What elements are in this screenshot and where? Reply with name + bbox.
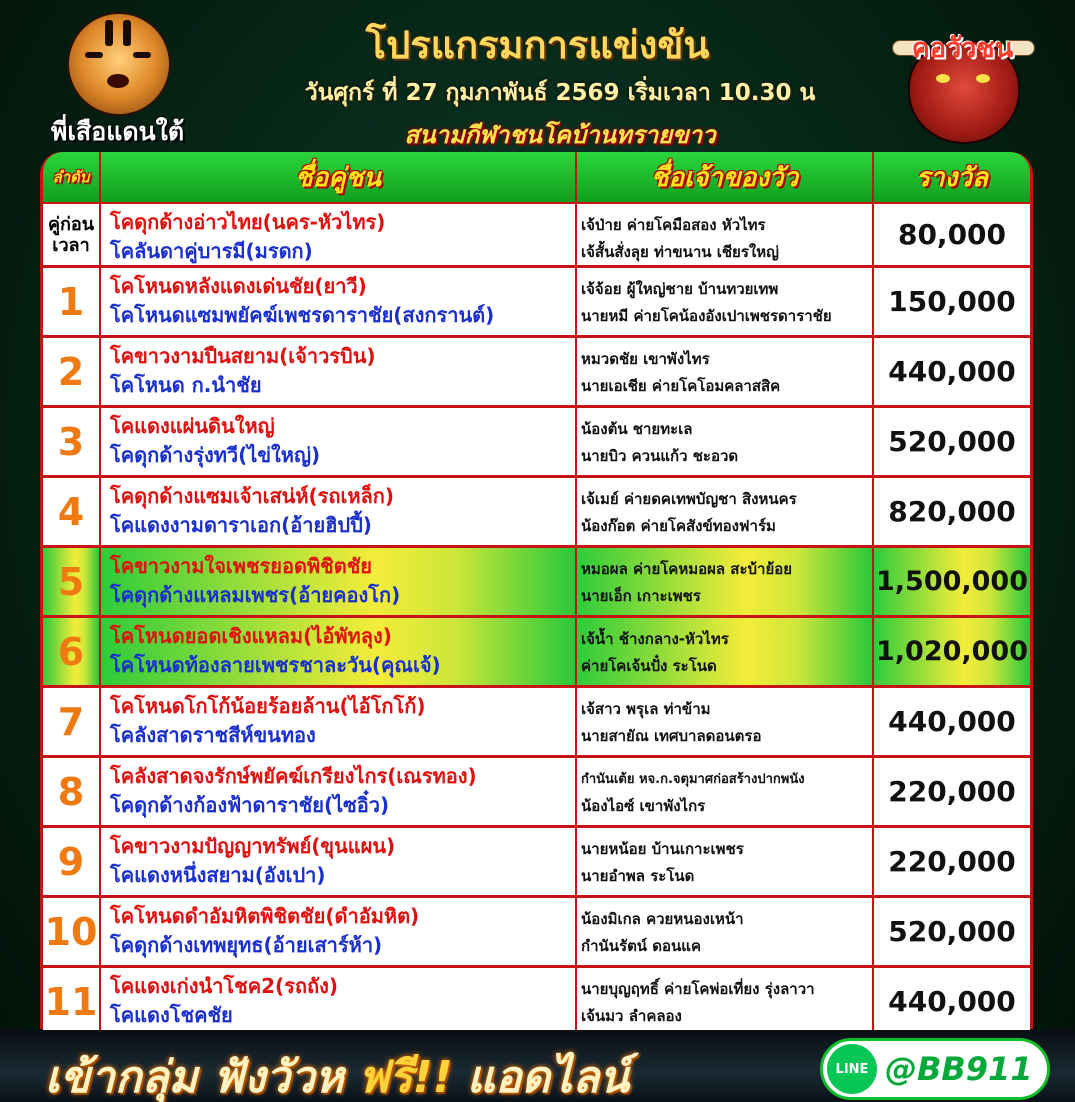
header-pair: ชื่อคู่ชน xyxy=(101,152,577,202)
owner-name: หมวดชัย เขาพังไทร xyxy=(581,350,710,368)
owner-pair xyxy=(577,618,874,685)
bull-name-blue: โคโหนดท้องลายเพชรชาละวัน(คุณเจ้) xyxy=(110,653,441,677)
table-row xyxy=(43,828,1030,895)
table-row xyxy=(43,338,1030,405)
bull-pair xyxy=(101,898,577,965)
table-row xyxy=(43,688,1030,755)
promo-banner[interactable] xyxy=(0,1030,1075,1102)
owner-name: นายเอเชีย ค่ายโคโอมคลาสสิค xyxy=(581,377,781,395)
owner-pair xyxy=(577,828,874,895)
prize-amount: 520,000 xyxy=(874,898,1030,965)
row-order: 1 xyxy=(43,268,101,335)
owner-pair xyxy=(577,968,874,1035)
bull-name-red: โคโหนดหลังแดงเด่นชัย(ยาวี) xyxy=(110,274,367,298)
bull-name-blue: โคแดงโชคชัย xyxy=(110,1003,233,1027)
row-order: คู่ก่อน เวลา xyxy=(43,204,101,265)
bull-pair xyxy=(101,408,577,475)
table-row xyxy=(43,204,1030,265)
bull-name-blue: โคดุกด้างรุ่งทวี(ไข่ใหญ่) xyxy=(110,443,321,467)
owner-name: นายเอ็ก เกาะเพชร xyxy=(581,587,701,605)
bull-name-red: โคโหนดโกโก้น้อยร้อยล้าน(ไอ้โกโก้) xyxy=(110,694,426,718)
prize-amount: 440,000 xyxy=(874,968,1030,1035)
table-row-highlight xyxy=(43,618,1030,685)
owner-name: เจ้เมย์ ค่ายดคเทพบัญชา สิงหนคร xyxy=(581,490,797,508)
owner-name: นายหน้อย บ้านเกาะเพชร xyxy=(581,840,744,858)
owner-pair xyxy=(577,204,874,265)
prize-amount: 520,000 xyxy=(874,408,1030,475)
bull-name-red: โคแดงเก่งนำโชค2(รถถัง) xyxy=(110,974,338,998)
owner-name: นายบุญฤทธิ์ ค่ายโคพ่อเที่ยง รุ่งลาวา xyxy=(581,980,815,998)
bull-logo-text: คอวัวชน xyxy=(911,33,1014,64)
event-date: วันศุกร์ ที่ 27 กุมภาพันธ์ 2569 เริ่มเวลา 10.30 น xyxy=(304,80,816,106)
owner-name: นายสายัณ เทศบาลดอนตรอ xyxy=(581,727,762,745)
table-row xyxy=(43,898,1030,965)
owner-name: น้องไอซ์ เขาพังไกร xyxy=(581,797,706,815)
table-row xyxy=(43,968,1030,1035)
row-order: 3 xyxy=(43,408,101,475)
owner-name: เจ้จ้อย ผู้ใหญ่ชาย บ้านทวยเทพ xyxy=(581,280,779,298)
prize-amount: 440,000 xyxy=(874,688,1030,755)
prize-amount: 820,000 xyxy=(874,478,1030,545)
bull-pair xyxy=(101,618,577,685)
bull-pair xyxy=(101,268,577,335)
header-order: ลำดับ xyxy=(43,152,101,202)
bull-pair xyxy=(101,478,577,545)
bull-name-blue: โคลังสาดราชสีห์ขนทอง xyxy=(110,723,316,747)
row-order: 9 xyxy=(43,828,101,895)
bull-name-red: โคลังสาดจงรักษ์พยัคฆ์เกรียงไกร(เณรทอง) xyxy=(110,764,477,788)
table-row xyxy=(43,408,1030,475)
prize-amount: 80,000 xyxy=(874,204,1030,265)
owner-pair xyxy=(577,268,874,335)
owner-name: หมอผล ค่ายโคหมอผล สะบ้าย้อย xyxy=(581,560,793,578)
bull-name-red: โคโหนดดำอัมหิตพิชิตชัย(ดำอัมหิต) xyxy=(110,904,420,928)
bull-pair xyxy=(101,968,577,1035)
bull-name-red: โคแดงแผ่นดินใหญ่ xyxy=(110,414,275,438)
owner-pair xyxy=(577,898,874,965)
prize-amount: 220,000 xyxy=(874,758,1030,825)
owner-pair xyxy=(577,338,874,405)
owner-name: นายอำพล ระโนด xyxy=(581,867,695,885)
bull-name-red: โคขาวงามปัญญาทรัพย์(ขุนแผน) xyxy=(110,834,396,858)
bull-pair xyxy=(101,204,577,265)
owner-pair xyxy=(577,758,874,825)
prize-amount: 150,000 xyxy=(874,268,1030,335)
owner-name: เจ้สั้นสั่งลุย ท่าขนาน เชียรใหญ่ xyxy=(581,243,779,261)
row-order: 8 xyxy=(43,758,101,825)
owner-pair xyxy=(577,478,874,545)
owner-pair xyxy=(577,548,874,615)
bull-name-blue: โคดุกด้างเทพยุทธ(อ้ายเสาร์ห้า) xyxy=(110,933,383,957)
bull-name-red: โคดุกด้างแซมเจ้าเสน่ห์(รถเหล็ก) xyxy=(110,484,395,508)
table-row xyxy=(43,478,1030,545)
owner-name: เจ้ป่าย ค่ายโคมือสอง หัวไทร xyxy=(581,216,766,234)
bull-name-blue: โคโหนดแซมพยัคฆ์เพชรดาราชัย(สงกรานต์) xyxy=(110,303,495,327)
row-order: 7 xyxy=(43,688,101,755)
header-owner: ชื่อเจ้าของวัว xyxy=(577,152,874,202)
owner-name: กำนันเต้ย หจ.ก.จตุมาศก่อสร้างปากพนัง xyxy=(581,772,805,787)
prize-amount: 440,000 xyxy=(874,338,1030,405)
bull-name-blue: โคแดงงามดาราเอก(อ้ายฮิปปี้) xyxy=(110,513,372,537)
owner-name: น้องมิเกล ควยหนองเหน้า xyxy=(581,910,744,928)
owner-name: นายบิว ควนแก้ว ชะอวด xyxy=(581,447,739,465)
bull-name-blue: โคแดงหนึ่งสยาม(อังเปา) xyxy=(110,863,326,887)
bull-pair xyxy=(101,548,577,615)
header-prize: รางวัล xyxy=(874,152,1030,202)
table-row xyxy=(43,758,1030,825)
table-header xyxy=(43,152,1030,202)
table-row xyxy=(43,268,1030,335)
tiger-logo-text: พี่เสือแดนใต้ xyxy=(50,117,185,146)
bull-pair xyxy=(101,758,577,825)
poster-header xyxy=(0,0,1075,152)
bull-name-blue: โคดุกด้างแหลมเพชร(อ้ายคองโก) xyxy=(110,583,401,607)
row-order: 2 xyxy=(43,338,101,405)
promo-text: เข้ากลุ่ม ฟังวัวห ฟรี!! แอดไลน์ xyxy=(45,1052,630,1102)
prize-amount: 220,000 xyxy=(874,828,1030,895)
owner-name: เจ้สาว พรุเล ท่าข้าม xyxy=(581,700,711,718)
owner-pair xyxy=(577,408,874,475)
owner-name: กำนันรัตน์ ดอนแค xyxy=(581,937,701,955)
line-id: @BB911 xyxy=(885,1050,1033,1088)
bull-name-red: โคขาวงามใจเพชรยอดพิชิตชัย xyxy=(110,554,373,578)
free-label: ฟรี!! xyxy=(357,1052,453,1102)
bull-name-blue: โคดุกด้างก้องฟ้าดาราชัย(ไซอิ๋ว) xyxy=(110,793,390,817)
row-order: 11 xyxy=(43,968,101,1035)
match-table xyxy=(40,152,1033,1029)
owner-pair xyxy=(577,688,874,755)
bull-name-blue: โคโหนด ก.นำชัย xyxy=(110,373,262,397)
bull-name-red: โคขาวงามปืนสยาม(เจ้าวรบิน) xyxy=(110,344,376,368)
bull-pair xyxy=(101,688,577,755)
owner-name: นายหมี ค่ายโคน้องอังเปาเพชรดาราชัย xyxy=(581,307,832,325)
owner-name: น้องต้น ชายทะเล xyxy=(581,420,693,438)
row-order: 4 xyxy=(43,478,101,545)
line-add-button[interactable] xyxy=(820,1038,1050,1100)
bull-logo xyxy=(890,12,1035,147)
page-title: โปรแกรมการแข่งขัน xyxy=(365,23,710,67)
prize-amount: 1,020,000 xyxy=(874,618,1030,685)
row-order: 6 xyxy=(43,618,101,685)
row-order: 10 xyxy=(43,898,101,965)
bull-pair xyxy=(101,338,577,405)
table-body xyxy=(43,204,1030,1038)
row-order: 5 xyxy=(43,548,101,615)
line-icon: LINE xyxy=(827,1044,877,1094)
bull-name-red: โคโหนดยอดเชิงแหลม(ไอ้พัทลุง) xyxy=(110,624,392,648)
table-row-highlight xyxy=(43,548,1030,615)
owner-name: เจ้นมว ลำคลอง xyxy=(581,1007,682,1025)
prize-amount: 1,500,000 xyxy=(874,548,1030,615)
venue-name: สนามกีฬาชนโคบ้านทรายขาว xyxy=(404,121,716,149)
owner-name: เจ้น้ำ ช้างกลาง-หัวไทร xyxy=(581,630,729,648)
bull-name-red: โคดุกด้างอ่าวไทย(นคร-หัวไทร) xyxy=(110,210,386,234)
bull-pair xyxy=(101,828,577,895)
bull-name-blue: โคลันดาคู่บารมี(มรดก) xyxy=(110,239,313,263)
owner-name: ค่ายโคเจ้นปั๋ง ระโนด xyxy=(581,657,717,675)
owner-name: น้องก๊อต ค่ายโคสังข์ทองฟาร์ม xyxy=(581,517,776,535)
